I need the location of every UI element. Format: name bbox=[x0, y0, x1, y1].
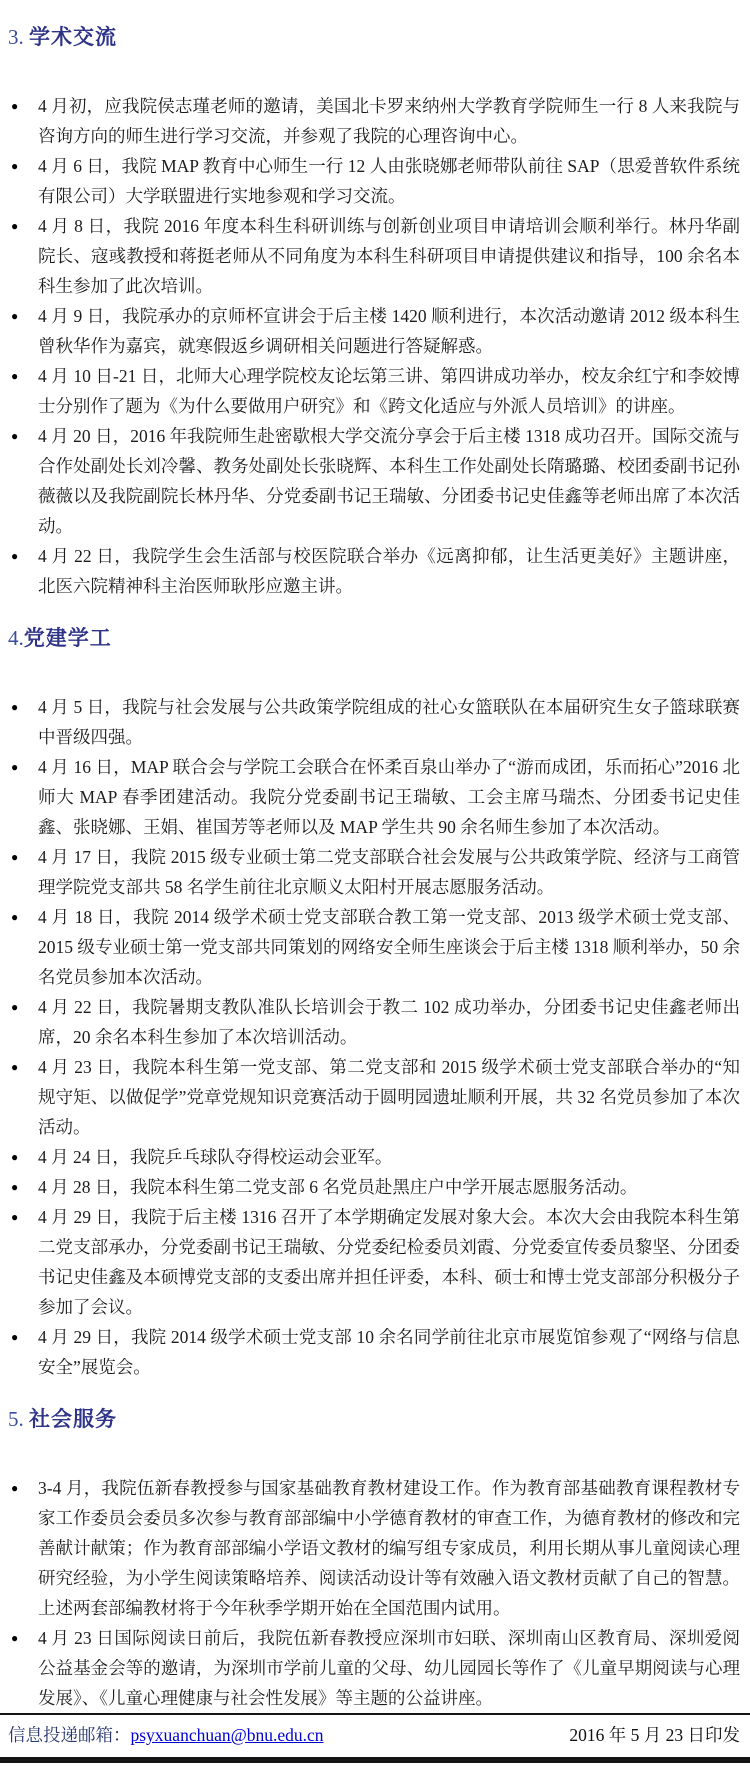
list-item bbox=[8, 421, 740, 541]
mailbox-label: 信息投递邮箱： bbox=[8, 1725, 131, 1745]
email-link[interactable]: psyxuanchuan@bnu.edu.cn bbox=[130, 1725, 324, 1745]
list-item-text: 4 月 10 日-21 日，北师大心理学院校友论坛第三讲、第四讲成功举办，校友余红宁和李姣博士分别作了题为《为什么要做用户研究》和《跨文化适应与外派人员培训》的讲座。 bbox=[38, 366, 740, 416]
list-item-text: 4 月 22 日，我院暑期支教队准队长培训会于教二 102 成功举办，分团委书记史佳鑫老师出席，20 余名本科生参加了本次培训活动。 bbox=[38, 997, 740, 1047]
section-title: 社会服务 bbox=[29, 1408, 117, 1431]
bullet-icon: ● bbox=[11, 1631, 19, 1645]
list-item-text: 4 月 22 日，我院学生会生活部与校医院联合举办《远离抑郁，让生活更美好》主题讲座，北医六院精神科主治医师耿彤应邀主讲。 bbox=[38, 546, 740, 596]
bullet-icon: ● bbox=[11, 1180, 19, 1194]
list-item-text: 4 月 23 日，我院本科生第一党支部、第二党支部和 2015 级学术硕士党支部联合举办的“知规守矩、以做促学”党章党规知识竞赛活动于圆明园遗址顺利开展，共 32 名党员参加了本次活动。 bbox=[38, 1057, 740, 1137]
list-item bbox=[8, 1202, 740, 1322]
section-item-list bbox=[8, 1473, 740, 1713]
list-item bbox=[8, 842, 740, 902]
section-title: 学术交流 bbox=[29, 26, 117, 49]
list-item bbox=[8, 1052, 740, 1142]
bullet-icon: ● bbox=[11, 760, 19, 774]
bullet-icon: ● bbox=[11, 910, 19, 924]
bullet-icon: ● bbox=[11, 99, 19, 113]
section-number: 4. bbox=[8, 626, 24, 650]
bullet-icon: ● bbox=[11, 1000, 19, 1014]
section-number: 5. bbox=[8, 1407, 29, 1431]
bullet-icon: ● bbox=[11, 1150, 19, 1164]
list-item bbox=[8, 992, 740, 1052]
bullet-icon: ● bbox=[11, 219, 19, 233]
list-item-text: 4 月 23 日国际阅读日前后，我院伍新春教授应深圳市妇联、深圳南山区教育局、深圳爱阅公益基金会等的邀请，为深圳市学前儿童的父母、幼儿园园长等作了《儿童早期阅读与心理发展》、《儿童心理健康与社会性发展》等主题的公益讲座。 bbox=[38, 1628, 740, 1708]
section-item-list bbox=[8, 692, 740, 1382]
list-item-text: 4 月 24 日，我院乒乓球队夺得校运动会亚军。 bbox=[38, 1147, 393, 1167]
list-item bbox=[8, 1322, 740, 1382]
list-item bbox=[8, 1623, 740, 1713]
page-footer bbox=[0, 1713, 750, 1763]
section-heading bbox=[8, 22, 740, 53]
section-party-student-work bbox=[8, 623, 740, 1382]
list-item-text: 4 月 9 日，我院承办的京师杯宣讲会于后主楼 1420 顺利进行，本次活动邀请 2012 级本科生曾秋华作为嘉宾，就寒假返乡调研相关问题进行答疑解惑。 bbox=[38, 306, 740, 356]
list-item-text: 4 月初，应我院侯志瑾老师的邀请，美国北卡罗来纳州大学教育学院师生一行 8 人来我院与咨询方向的师生进行学习交流，并参观了我院的心理咨询中心。 bbox=[38, 96, 740, 146]
list-item-text: 3-4 月，我院伍新春教授参与国家基础教育教材建设工作。作为教育部基础教育课程教材专家工作委员会委员多次参与教育部部编中小学德育教材的审查工作，为德育教材的修改和完善献计献策；作为教育部部编小学语文教材的编写组专家成员，利用长期从事儿童阅读心理研究经验，为小学生阅读策略培养、阅读活动设计等有效融入语文教材贡献了自己的智慧。上述两套部编教材将于今年秋季学期开始在全国范围内试用。 bbox=[38, 1478, 740, 1618]
list-item-text: 4 月 20 日，2016 年我院师生赴密歇根大学交流分享会于后主楼 1318 成功召开。国际交流与合作处副处长刘冷馨、教务处副处长张晓辉、本科生工作处副处长隋璐璐、校团委副书记孙薇薇以及我院副院长林丹华、分党委副书记王瑞敏、分团委书记史佳鑫等老师出席了本次活动。 bbox=[38, 426, 740, 536]
list-item bbox=[8, 151, 740, 211]
section-number: 3. bbox=[8, 25, 29, 49]
list-item-text: 4 月 29 日，我院于后主楼 1316 召开了本学期确定发展对象大会。本次大会由我院本科生第二党支部承办，分党委副书记王瑞敏、分党委纪检委员刘霞、分党委宣传委员黎坚、分团委书记史佳鑫及本硕博党支部的支委出席并担任评委，本科、硕士和博士党支部部分积极分子参加了会议。 bbox=[38, 1207, 740, 1317]
bullet-icon: ● bbox=[11, 369, 19, 383]
section-social-service bbox=[8, 1404, 740, 1713]
bullet-icon: ● bbox=[11, 1481, 19, 1495]
list-item-text: 4 月 29 日，我院 2014 级学术硕士党支部 10 余名同学前往北京市展览馆参观了“网络与信息安全”展览会。 bbox=[38, 1327, 740, 1377]
section-heading bbox=[8, 1404, 740, 1435]
list-item-text: 4 月 17 日，我院 2015 级专业硕士第二党支部联合社会发展与公共政策学院、经济与工商管理学院党支部共 58 名学生前往北京顺义太阳村开展志愿服务活动。 bbox=[38, 847, 740, 897]
list-item bbox=[8, 752, 740, 842]
bullet-icon: ● bbox=[11, 700, 19, 714]
issue-date: 2016 年 5 月 23 日印发 bbox=[569, 1725, 740, 1745]
list-item bbox=[8, 91, 740, 151]
list-item bbox=[8, 301, 740, 361]
list-item-text: 4 月 6 日，我院 MAP 教育中心师生一行 12 人由张晓娜老师带队前往 SAP（思爱普软件系统有限公司）大学联盟进行实地参观和学习交流。 bbox=[38, 156, 740, 206]
mailbox-info bbox=[8, 1722, 324, 1748]
section-academic-exchange bbox=[8, 22, 740, 601]
list-item bbox=[8, 902, 740, 992]
list-item-text: 4 月 18 日，我院 2014 级学术硕士党支部联合教工第一党支部、2013 级学术硕士党支部、2015 级专业硕士第一党支部共同策划的网络安全师生座谈会于后主楼 1318 顺利举办，50 余名党员参加本次活动。 bbox=[38, 907, 740, 987]
section-item-list bbox=[8, 91, 740, 601]
bullet-icon: ● bbox=[11, 429, 19, 443]
list-item-text: 4 月 5 日，我院与社会发展与公共政策学院组成的社心女篮联队在本届研究生女子篮球联赛中晋级四强。 bbox=[38, 697, 740, 747]
section-title: 党建学工 bbox=[23, 627, 112, 650]
bullet-icon: ● bbox=[11, 549, 19, 563]
bullet-icon: ● bbox=[11, 309, 19, 323]
list-item bbox=[8, 1172, 740, 1202]
list-item bbox=[8, 211, 740, 301]
list-item-text: 4 月 28 日，我院本科生第二党支部 6 名党员赴黑庄户中学开展志愿服务活动。 bbox=[38, 1177, 638, 1197]
bullet-icon: ● bbox=[11, 1210, 19, 1224]
list-item bbox=[8, 1473, 740, 1623]
list-item bbox=[8, 361, 740, 421]
list-item-text: 4 月 16 日，MAP 联合会与学院工会联合在怀柔百泉山举办了“游而成团，乐而拓心”2016 北师大 MAP 春季团建活动。我院分党委副书记王瑞敏、工会主席马瑞杰、分团委书记史佳鑫、张晓娜、王娟、崔国芳等老师以及 MAP 学生共 90 余名师生参加了本次活动。 bbox=[38, 757, 740, 837]
list-item-text: 4 月 8 日，我院 2016 年度本科生科研训练与创新创业项目申请培训会顺利举行。林丹华副院长、寇彧教授和蒋挺老师从不同角度为本科生科研项目申请提供建议和指导，100 余名本科生参加了此次培训。 bbox=[38, 216, 740, 296]
section-heading bbox=[8, 623, 740, 654]
bullet-icon: ● bbox=[11, 1330, 19, 1344]
list-item bbox=[8, 692, 740, 752]
bullet-icon: ● bbox=[11, 1060, 19, 1074]
bullet-icon: ● bbox=[11, 159, 19, 173]
list-item bbox=[8, 541, 740, 601]
list-item bbox=[8, 1142, 740, 1172]
bullet-icon: ● bbox=[11, 850, 19, 864]
